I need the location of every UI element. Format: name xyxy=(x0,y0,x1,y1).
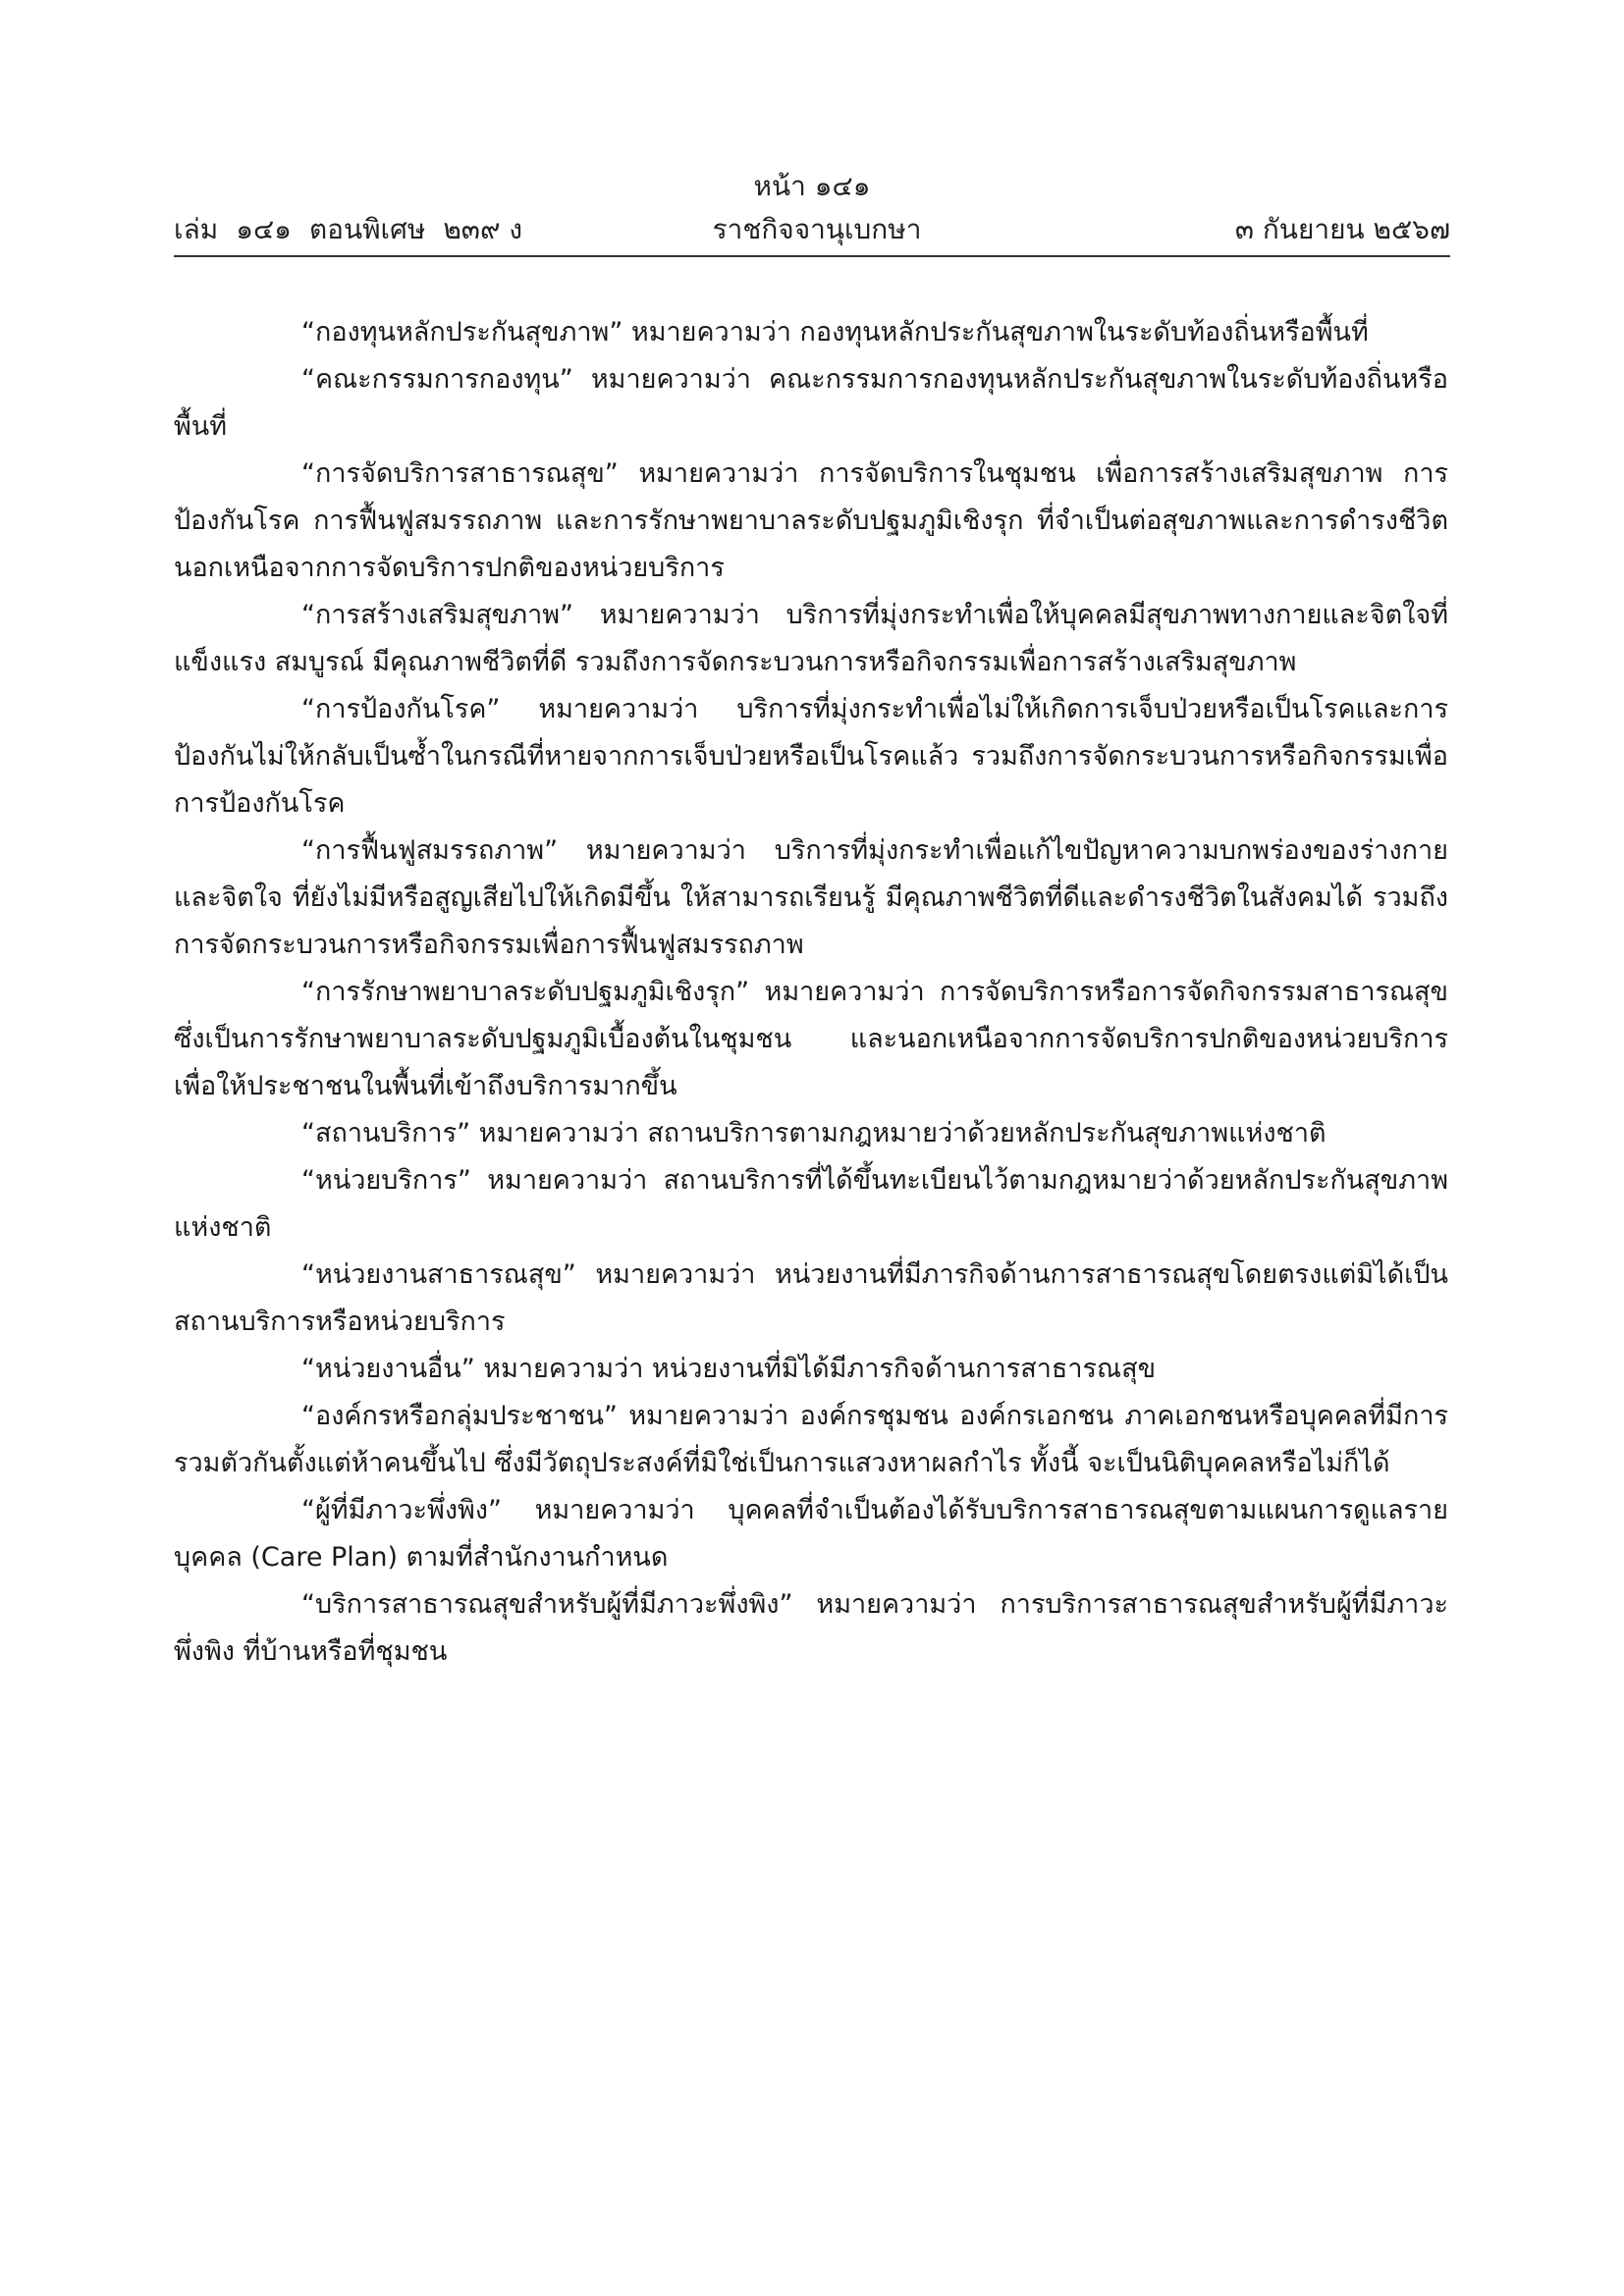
definition-paragraph: “บริการสาธารณสุขสำหรับผู้ที่มีภาวะพึ่งพิง” หมายความว่า การบริการสาธารณสุขสำหรับผู้ที่มีภาวะพึ่งพิง ที่บ้านหรือที่ชุมชน xyxy=(174,1589,1448,1667)
definition-paragraph: “หน่วยบริการ” หมายความว่า สถานบริการที่ได้ขึ้นทะเบียนไว้ตามกฎหมายว่าด้วยหลักประกันสุขภาพแห่งชาติ xyxy=(174,1165,1448,1243)
definition-paragraph: “การฟื้นฟูสมรรถภาพ” หมายความว่า บริการที่มุ่งกระทำเพื่อแก้ไขปัญหาความบกพร่องของร่างกายและจิตใจ ที่ยังไม่มีหรือสูญเสียไปให้เกิดมีขึ้น ให้สามารถเรียนรู้ มีคุณภาพชีวิตที่ดีและดำรงชีวิตในสังคมได้ รวมถึงการจัดกระบวนการหรือกิจกรรมเพื่อการฟื้นฟูสมรรถภาพ xyxy=(174,835,1448,960)
definition-paragraph: “การจัดบริการสาธารณสุข” หมายความว่า การจัดบริการในชุมชน เพื่อการสร้างเสริมสุขภาพ การป้องกันโรค การฟื้นฟูสมรรถภาพ และการรักษาพยาบาลระดับปฐมภูมิเชิงรุก ที่จำเป็นต่อสุขภาพและการดำรงชีวิต นอกเหนือจากการจัดบริการปกติของหน่วยบริการ xyxy=(174,458,1448,583)
definition-paragraph: “กองทุนหลักประกันสุขภาพ” หมายความว่า กองทุนหลักประกันสุขภาพในระดับท้องถิ่นหรือพื้นที่ xyxy=(301,317,1369,347)
definition-paragraph: “หน่วยงานสาธารณสุข” หมายความว่า หน่วยงานที่มีภารกิจด้านการสาธารณสุขโดยตรงแต่มิได้เป็นสถานบริการหรือหน่วยบริการ xyxy=(174,1259,1448,1337)
definition-paragraph: “การป้องกันโรค” หมายความว่า บริการที่มุ่งกระทำเพื่อไม่ให้เกิดการเจ็บป่วยหรือเป็นโรคและการป้องกันไม่ให้กลับเป็นซ้ำในกรณีที่หายจากการเจ็บป่วยหรือเป็นโรคแล้ว รวมถึงการจัดกระบวนการหรือกิจกรรมเพื่อการป้องกันโรค xyxy=(174,694,1448,819)
section-number: ๒๓๙ ง xyxy=(443,213,523,245)
header-divider xyxy=(174,255,1450,257)
page-header xyxy=(174,165,1450,257)
definition-paragraph: “สถานบริการ” หมายความว่า สถานบริการตามกฎหมายว่าด้วยหลักประกันสุขภาพแห่งชาติ xyxy=(301,1118,1326,1148)
definition-paragraph: “การสร้างเสริมสุขภาพ” หมายความว่า บริการที่มุ่งกระทำเพื่อให้บุคคลมีสุขภาพทางกายและจิตใจที่แข็งแรง สมบูรณ์ มีคุณภาพชีวิตที่ดี รวมถึงการจัดกระบวนการหรือกิจกรรมเพื่อการสร้างเสริมสุขภาพ xyxy=(174,600,1448,677)
definition-paragraph: “ผู้ที่มีภาวะพึ่งพิง” หมายความว่า บุคคลที่จำเป็นต้องได้รับบริการสาธารณสุขตามแผนการดูแลรายบุคคล (Care Plan) ตามที่สำนักงานกำหนด xyxy=(174,1495,1448,1573)
definition-paragraph: “การรักษาพยาบาลระดับปฐมภูมิเชิงรุก” หมายความว่า การจัดบริการหรือการจัดกิจกรรมสาธารณสุข ซึ่งเป็นการรักษาพยาบาลระดับปฐมภูมิเบื้องต้นในชุมชน และนอกเหนือจากการจัดบริการปกติของหน่วยบริการ เพื่อให้ประชาชนในพื้นที่เข้าถึงบริการมากขึ้น xyxy=(174,977,1448,1101)
header-volume-section xyxy=(174,208,596,251)
gazette-title: ราชกิจจานุเบกษา xyxy=(712,213,922,245)
volume-label: เล่ม xyxy=(174,213,219,245)
volume-number: ๑๔๑ xyxy=(236,213,292,245)
definition-paragraph: “หน่วยงานอื่น” หมายความว่า หน่วยงานที่มิได้มีภารกิจด้านการสาธารณสุข xyxy=(301,1354,1157,1384)
definition-paragraph: “องค์กรหรือกลุ่มประชาชน” หมายความว่า องค์กรชุมชน องค์กรเอกชน ภาคเอกชนหรือบุคคลที่มีการรวมตัวกันตั้งแต่ห้าคนขึ้นไป ซึ่งมีวัตถุประสงค์ที่มิใช่เป็นการแสวงหาผลกำไร ทั้งนี้ จะเป็นนิติบุคคลหรือไม่ก็ได้ xyxy=(174,1401,1448,1478)
publication-date: ๓ กันยายน ๒๕๖๗ xyxy=(1234,213,1450,245)
definition-paragraph: “คณะกรรมการกองทุน” หมายความว่า คณะกรรมการกองทุนหลักประกันสุขภาพในระดับท้องถิ่นหรือพื้นที่ xyxy=(174,364,1448,442)
page-number: หน้า ๑๔๑ xyxy=(753,170,871,202)
header-info-row xyxy=(174,208,1450,251)
section-label: ตอนพิเศษ xyxy=(308,213,426,245)
document-body xyxy=(174,309,1448,1676)
